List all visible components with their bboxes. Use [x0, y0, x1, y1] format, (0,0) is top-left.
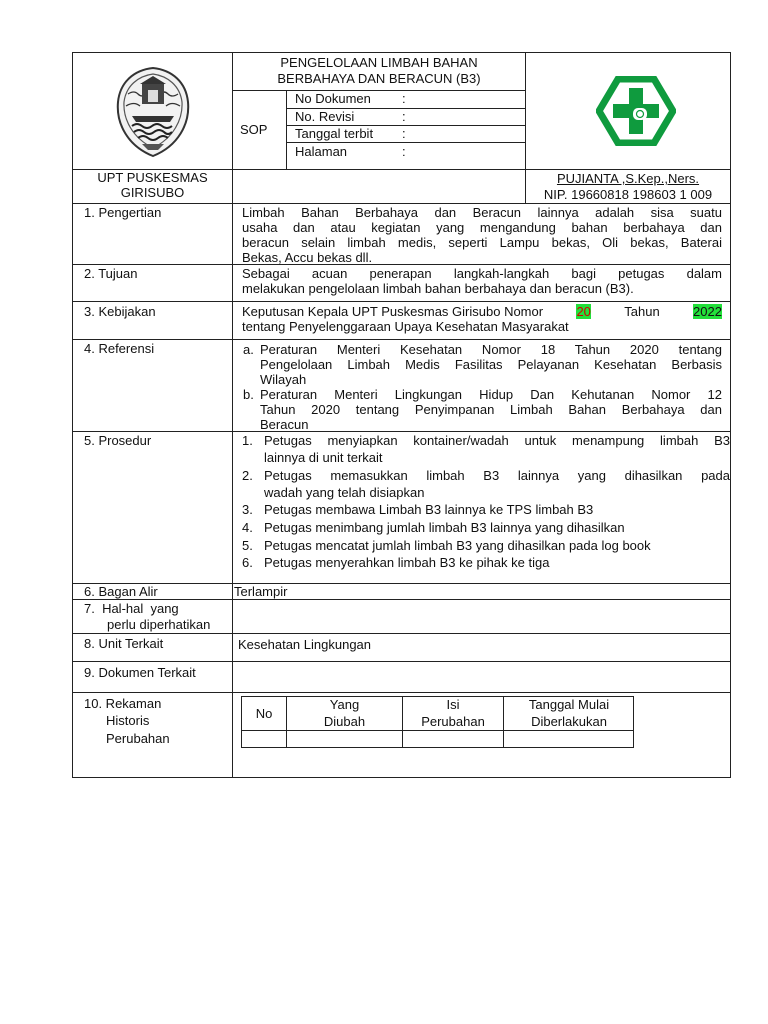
step-number: 6. [242, 555, 253, 570]
step-number: 5. [242, 538, 253, 553]
step-number: 3. [242, 502, 253, 517]
org-name-line2: GIRISUBO [120, 185, 185, 200]
sop-title-line2: BERBAHAYA DAN BERACUN (B3) [277, 71, 481, 86]
revision-label: No. Revisi [295, 109, 355, 124]
kebijakan-tahun: 2022 [693, 304, 722, 319]
step-line: lainnya di unit terkait [264, 450, 383, 465]
revision-sep: : [402, 109, 406, 124]
doc-number-label: No Dokumen [295, 91, 371, 106]
tujuan-line: Sebagai acuan penerapan langkah-langkah bagi petugas dalam [242, 266, 722, 281]
section-label-unit-terkait: 8. Unit Terkait [84, 636, 164, 651]
section-label-prosedur: 5. Prosedur [84, 433, 152, 448]
section-label-kebijakan: 3. Kebijakan [84, 304, 156, 319]
referensi-a-line: Peraturan Menteri Kesehatan Nomor 18 Tahun 2020 tentang [260, 342, 722, 357]
revision-col-content: Isi [446, 697, 460, 712]
section-label-dokumen-terkait: 9. Dokumen Terkait [84, 665, 196, 680]
unit-terkait-value: Kesehatan Lingkungan [238, 637, 372, 652]
revision-col-no: No [255, 706, 273, 721]
section-label-rekaman-line1: 10. Rekaman [84, 696, 162, 711]
revision-col-changed: Diubah [323, 714, 366, 729]
referensi-marker-a: a. [243, 342, 254, 357]
section-label-hal-hal-line2: perlu diperhatikan [107, 617, 211, 632]
kebijakan-nomor: 20 [576, 304, 591, 319]
step-line: Petugas menyiapkan kontainer/wadah untuk menampung limbah B3 [264, 433, 730, 448]
step-line: Petugas mencatat jumlah limbah B3 yang dihasilkan pada log book [264, 538, 651, 553]
revision-col-content: Perubahan [421, 714, 485, 729]
pengertian-line: Bekas, Accu bekas dll. [242, 250, 373, 265]
section-label-bagan-alir: 6. Bagan Alir [84, 584, 158, 599]
doc-number-sep: : [402, 91, 406, 106]
referensi-marker-b: b. [243, 387, 254, 402]
section-label-tujuan: 2. Tujuan [84, 266, 138, 281]
revision-col-effective-date: Diberlakukan [531, 714, 607, 729]
referensi-a-line: Pengelolaan Limbah Medis Fasilitas Pelayanan Kesehatan Berbasis [260, 357, 722, 372]
step-line: Petugas membawa Limbah B3 lainnya ke TPS limbah B3 [264, 502, 594, 517]
kebijakan-text-b: Tahun [624, 304, 660, 319]
kebijakan-text-a: Keputusan Kepala UPT Puskesmas Girisubo Nomor [242, 304, 544, 319]
referensi-b-line: Tahun 2020 tentang Penyimpanan Limbah Bahan Berbahaya dan [260, 402, 722, 417]
kebijakan-line1 [242, 304, 722, 319]
step-line: wadah yang telah disiapkan [264, 485, 425, 500]
revision-col-effective-date: Tanggal Mulai [528, 697, 610, 712]
section-label-hal-hal-line1: 7. Hal-hal yang [84, 601, 179, 616]
issue-date-label: Tanggal terbit [295, 126, 374, 141]
signer-nip: NIP. 19660818 198603 1 009 [543, 187, 713, 202]
issue-date-sep: : [402, 126, 406, 141]
section-label-pengertian: 1. Pengertian [84, 205, 162, 220]
step-line: Petugas memasukkan limbah B3 lainnya yang dihasilkan pada [264, 468, 730, 483]
referensi-a-line: Wilayah [260, 372, 307, 387]
sop-label: SOP [240, 122, 268, 137]
puskesmas-logo [596, 76, 676, 146]
step-number: 1. [242, 433, 253, 448]
kebijakan-line2: tentang Penyelenggaraan Upaya Kesehatan Masyarakat [242, 319, 569, 334]
step-line: Petugas menyerahkan limbah B3 ke pihak ke tiga [264, 555, 550, 570]
revision-col-changed: Yang [329, 697, 360, 712]
sop-title-line1: PENGELOLAAN LIMBAH BAHAN [280, 55, 478, 70]
step-number: 2. [242, 468, 253, 483]
tujuan-line: melakukan pengelolaan limbah bahan berbahaya dan beracun (B3). [242, 281, 634, 296]
page-label: Halaman [295, 144, 348, 159]
pengertian-line: usaha dan atau kegiatan yang mengandung bahan berbahaya dan [242, 220, 722, 235]
section-label-referensi: 4. Referensi [84, 341, 155, 356]
org-name-line1: UPT PUSKESMAS [97, 170, 208, 185]
pengertian-line: beracun selain limbah medis, seperti Lampu bekas, Oli bekas, Baterai [242, 235, 722, 250]
page-sep: : [402, 144, 406, 159]
signer-name: PUJIANTA ,S.Kep.,Ners. [556, 171, 700, 186]
section-label-rekaman-line3: Perubahan [106, 731, 170, 746]
regency-crest-logo [112, 64, 194, 160]
referensi-b-line: Peraturan Menteri Lingkungan Hidup Dan Kehutanan Nomor 12 [260, 387, 722, 402]
step-number: 4. [242, 520, 253, 535]
section-label-rekaman-line2: Historis [106, 713, 150, 728]
pengertian-line: Limbah Bahan Berbahaya dan Beracun lainnya adalah sisa suatu [242, 205, 722, 220]
referensi-b-line: Beracun [260, 417, 309, 432]
bagan-alir-value: Terlampir [234, 584, 288, 599]
step-line: Petugas menimbang jumlah limbah B3 lainnya yang dihasilkan [264, 520, 625, 535]
